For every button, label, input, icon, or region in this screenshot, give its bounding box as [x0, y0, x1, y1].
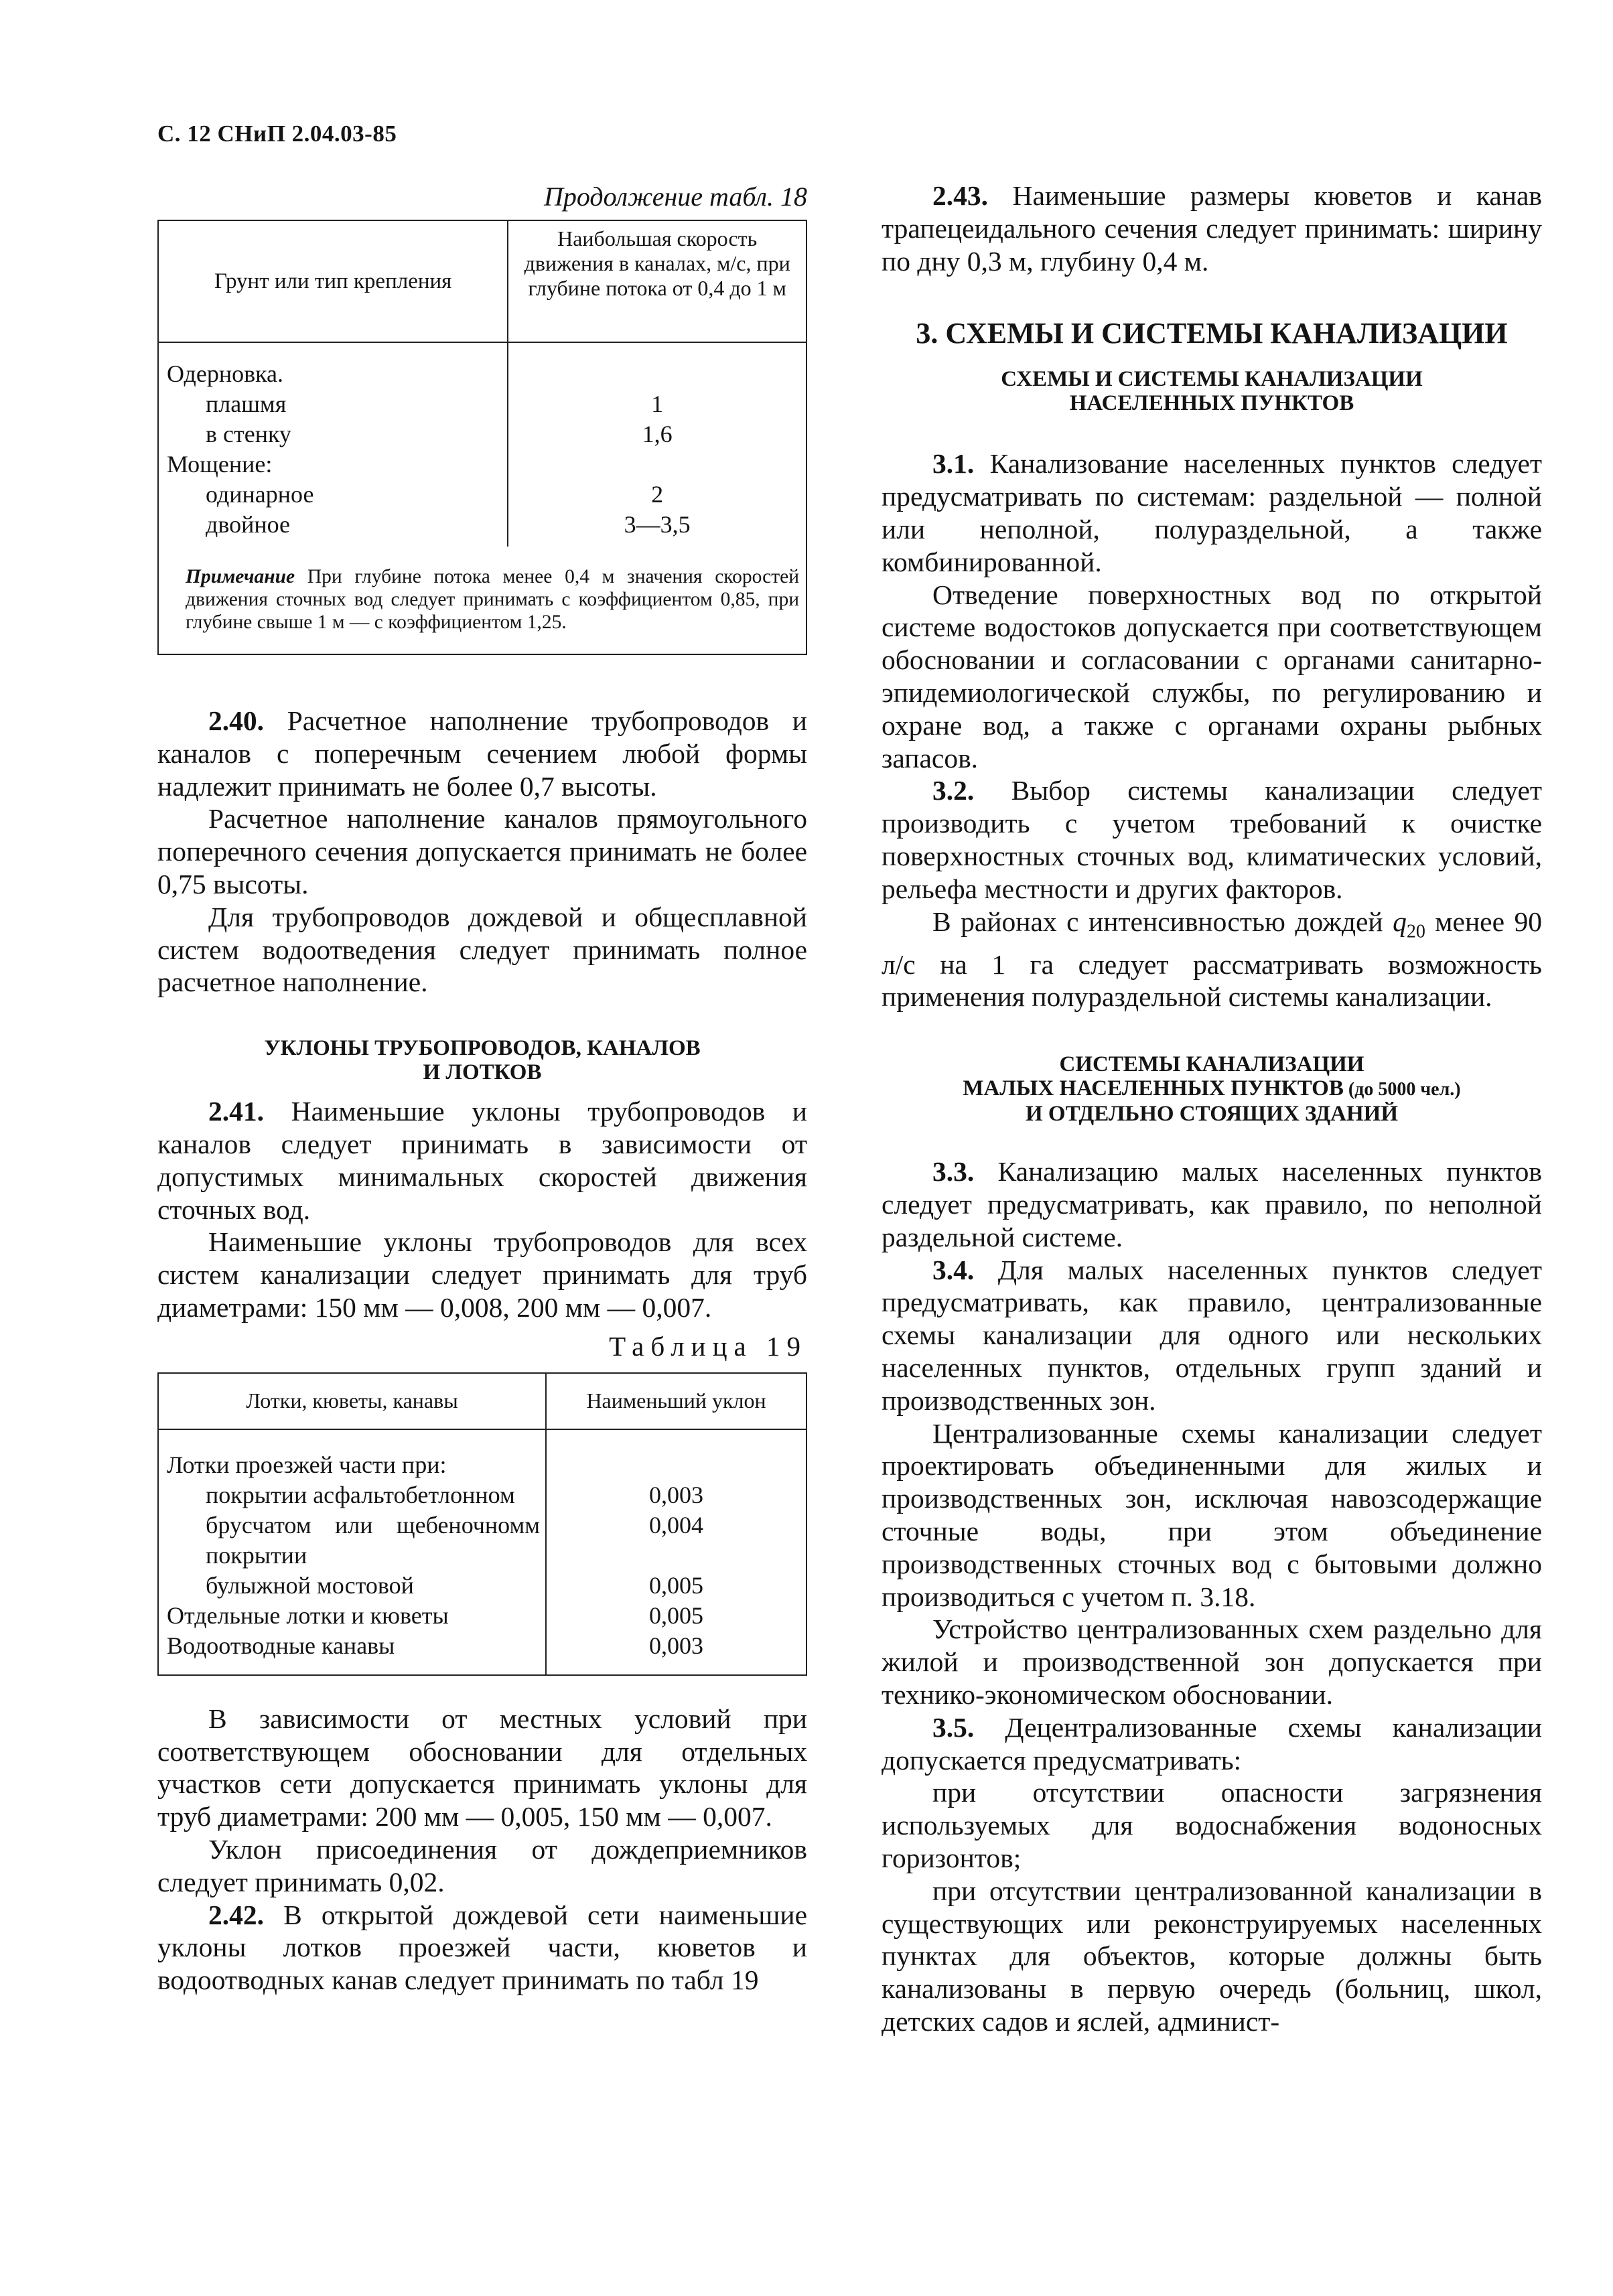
paragraph-text: менее 90 л/с на 1 га следует рассматривать возможность применения полураздельной системы канализации.	[882, 906, 1542, 1013]
paragraph-text: Расчетное наполнение трубопроводов и каналов с поперечным сечением любой формы надлежит принимать не более 0,7 высоты.	[157, 705, 807, 802]
paragraph-3-4b: Централизованные схемы канализации следует проектировать объединенными для жилых и производственных зон, исключая навозсодержащие сточные воды, при этом объединение производственных сточных вод с бытовыми должно производиться с учетом п. 3.18.	[882, 1417, 1542, 1612]
paragraph-2-40c: Для трубопроводов дождевой и общесплавной систем водоотведения следует принимать полное расчетное наполнение.	[157, 901, 807, 998]
paragraph-text: Канализование населенных пунктов следует предусматривать по системам: раздельной — полной или неполной, полураздельной, а также комбинированной.	[882, 448, 1542, 577]
table-row-value: 0,003	[649, 1481, 703, 1508]
paragraph-text: Выбор системы канализации следует производить с учетом требований к очистке поверхностных сточных вод, климатических условий, рельефа местности и других факторов.	[882, 775, 1542, 904]
symbol-q-subscript: 20	[1406, 920, 1425, 942]
table-row-value: 3—3,5	[624, 511, 691, 538]
table19-number: Таблица 19	[609, 1330, 807, 1362]
clause-number: 2.43.	[932, 180, 988, 211]
clause-number: 2.41.	[208, 1096, 264, 1127]
table-row-label: двойное	[206, 511, 291, 538]
paragraph-text: В открытой дождевой сети наименьшие уклоны лотков проезжей части, кюветов и водоотводных канав следует принимать по табл 19	[157, 1899, 807, 1996]
table18-values	[508, 342, 806, 547]
clause-number: 2.42.	[208, 1899, 264, 1930]
table-row-value: 1,6	[642, 421, 673, 447]
table-row-value	[508, 359, 806, 389]
clause-number: 2.40.	[208, 705, 264, 736]
note-lead: Примечание	[186, 566, 295, 587]
paragraph-2-41	[157, 1095, 807, 1226]
paragraph-after-table19b: Уклон присоединения от дождеприемников следует принимать 0,02.	[157, 1833, 807, 1897]
table-row-label: брусчатом или щебеночномм покрытии	[206, 1511, 541, 1569]
clause-number: 3.2.	[932, 775, 975, 806]
heading-line	[882, 1076, 1542, 1102]
heading-line: СИСТЕМЫ КАНАЛИЗАЦИИ	[1059, 1052, 1364, 1077]
table-row-value	[547, 1450, 806, 1480]
paragraph-2-42	[157, 1899, 807, 1997]
paragraph-3-3	[882, 1155, 1542, 1253]
table-row-value: 0,005	[649, 1571, 703, 1599]
paragraph-text: Канализацию малых населенных пунктов следует предусматривать, как правило, по неполной раздельной системе.	[882, 1156, 1542, 1252]
table-row-label: покрытии асфальтобетлонном	[206, 1481, 515, 1508]
table-row-label: булыжной мостовой	[206, 1571, 414, 1599]
table19-labels	[158, 1429, 546, 1675]
paragraph-text: В районах с интенсивностью дождей	[932, 906, 1393, 937]
heading-line: И ЛОТКОВ	[423, 1060, 542, 1085]
table-row-value: 0,004	[649, 1511, 703, 1538]
clause-number: 3.1.	[932, 448, 975, 480]
clause-number: 3.4.	[932, 1254, 975, 1285]
table18-note	[158, 547, 806, 654]
paragraph-text: Наименьшие уклоны трубопроводов и каналов следует принимать в зависимости от допустимых минимальных скоростей движения сточных вод.	[157, 1096, 807, 1225]
table18-caption: Продолжение табл. 18	[543, 182, 807, 212]
paragraph-3-2	[882, 774, 1542, 905]
table19-values	[546, 1429, 806, 1675]
paragraph-after-table19: В зависимости от местных условий при соответствующем обосновании для отдельных участков сети допускается принимать уклоны для труб диаметрами: 200 мм — 0,005, 150 мм — 0,007.	[157, 1703, 807, 1833]
table-row-label: Водоотводные канавы	[167, 1632, 395, 1659]
table18-col1-header: Грунт или тип крепления	[158, 220, 508, 342]
paragraph-3-2b	[882, 906, 1542, 1014]
paragraph-3-5a: при отсутствии опасности загрязнения используемых для водоснабжения водоносных горизонтов;	[882, 1777, 1542, 1873]
table-row-value: 0,005	[649, 1601, 703, 1629]
table-row-label: одинарное	[206, 481, 314, 508]
paragraph-3-4	[882, 1254, 1542, 1417]
symbol-q: q	[1393, 906, 1407, 937]
table18-col2-header: Наибольшая скорость движения в каналах, м/с, при глубине потока от 0,4 до 1 м	[508, 220, 806, 342]
paragraph-2-43	[882, 180, 1542, 277]
heading-line: УКЛОНЫ ТРУБОПРОВОДОВ, КАНАЛОВ	[264, 1036, 701, 1061]
paragraph-2-40b: Расчетное наполнение каналов прямоугольного поперечного сечения допускается принимать не более 0,75 высоты.	[157, 803, 807, 900]
heading-line: И ОТДЕЛЬНО СТОЯЩИХ ЗДАНИЙ	[1026, 1102, 1398, 1127]
table-row-label: в стенку	[206, 421, 291, 447]
heading-line: НАСЕЛЕННЫХ ПУНКТОВ	[1069, 391, 1354, 416]
table-row-label: плашмя	[206, 390, 287, 417]
paragraph-3-4c: Устройство централизованных схем раздельно для жилой и производственной зон допускается при технико-экономическом обосновании.	[882, 1613, 1542, 1710]
heading-slopes	[157, 1036, 807, 1084]
table-row-value: 1	[651, 390, 664, 417]
table-row-label: Одерновка.	[167, 360, 284, 387]
heading-small-settlements	[882, 1052, 1542, 1126]
clause-number: 3.5.	[932, 1711, 975, 1743]
table-row-label: Мощение:	[167, 451, 273, 478]
paragraph-2-41b: Наименьшие уклоны трубопроводов для всех систем канализации следует принимать для труб диаметрами: 150 мм — 0,008, 200 мм — 0,007.	[157, 1226, 807, 1323]
heading-settlements	[882, 367, 1542, 415]
table19-col2-header: Наименьший уклон	[546, 1373, 806, 1429]
table-row-value	[508, 449, 806, 480]
paragraph-3-5b: при отсутствии централизованной канализации в существующих или реконструируемых населенных пунктах для объектов, которые должны быть канализованы в первую очередь (больниц, школ, детских садов и яслей, админист-	[882, 1875, 1542, 2037]
table-18	[157, 220, 807, 655]
note-text: При глубине потока менее 0,4 м значения скоростей движения сточных вод следует принимать с коэффициентом 0,85, при глубине свыше 1 м — с коэффициентом 1,25.	[186, 566, 799, 633]
section-3-title: 3. СХЕМЫ И СИСТЕМЫ КАНАЛИЗАЦИИ	[916, 317, 1508, 350]
paragraph-3-1	[882, 447, 1542, 578]
table-row-label: Отдельные лотки и кюветы	[167, 1601, 449, 1629]
page-header: С. 12 СНиП 2.04.03-85	[157, 121, 397, 147]
clause-number: 3.3.	[932, 1156, 975, 1188]
heading-note: (до 5000 чел.)	[1343, 1079, 1461, 1100]
paragraph-text: Для малых населенных пунктов следует предусматривать, как правило, централизованные схемы канализации для одного или нескольких населенных пунктов, отдельных групп зданий и производственных зон.	[882, 1254, 1542, 1416]
paragraph-3-1b: Отведение поверхностных вод по открытой системе водостоков допускается при соответствующем обосновании и согласовании с органами санитарно-эпидемиологической службы, по регулированию и охране вод, а также с органами охраны рыбных запасов.	[882, 579, 1542, 774]
left-column	[157, 180, 807, 1997]
table18-labels	[158, 342, 508, 547]
heading-text: МАЛЫХ НАСЕЛЕННЫХ ПУНКТОВ	[963, 1076, 1344, 1101]
heading-line: СХЕМЫ И СИСТЕМЫ КАНАЛИЗАЦИИ	[1001, 367, 1423, 392]
paragraph-3-5	[882, 1711, 1542, 1777]
table-row-value	[547, 1540, 806, 1571]
table-row-value: 2	[651, 481, 664, 508]
table-row-value: 0,003	[649, 1632, 703, 1659]
table19-col1-header: Лотки, кюветы, канавы	[158, 1373, 546, 1429]
paragraph-2-40	[157, 705, 807, 802]
right-column	[882, 180, 1542, 2038]
table-row-label: Лотки проезжей части при:	[167, 1451, 447, 1478]
table-19	[157, 1372, 807, 1676]
paragraph-text: Наименьшие размеры кюветов и канав трапецеидального сечения следует принимать: ширину по дну 0,3 м, глубину 0,4 м.	[882, 180, 1542, 277]
paragraph-text: Децентрализованные схемы канализации допускается предусматривать:	[882, 1711, 1542, 1776]
